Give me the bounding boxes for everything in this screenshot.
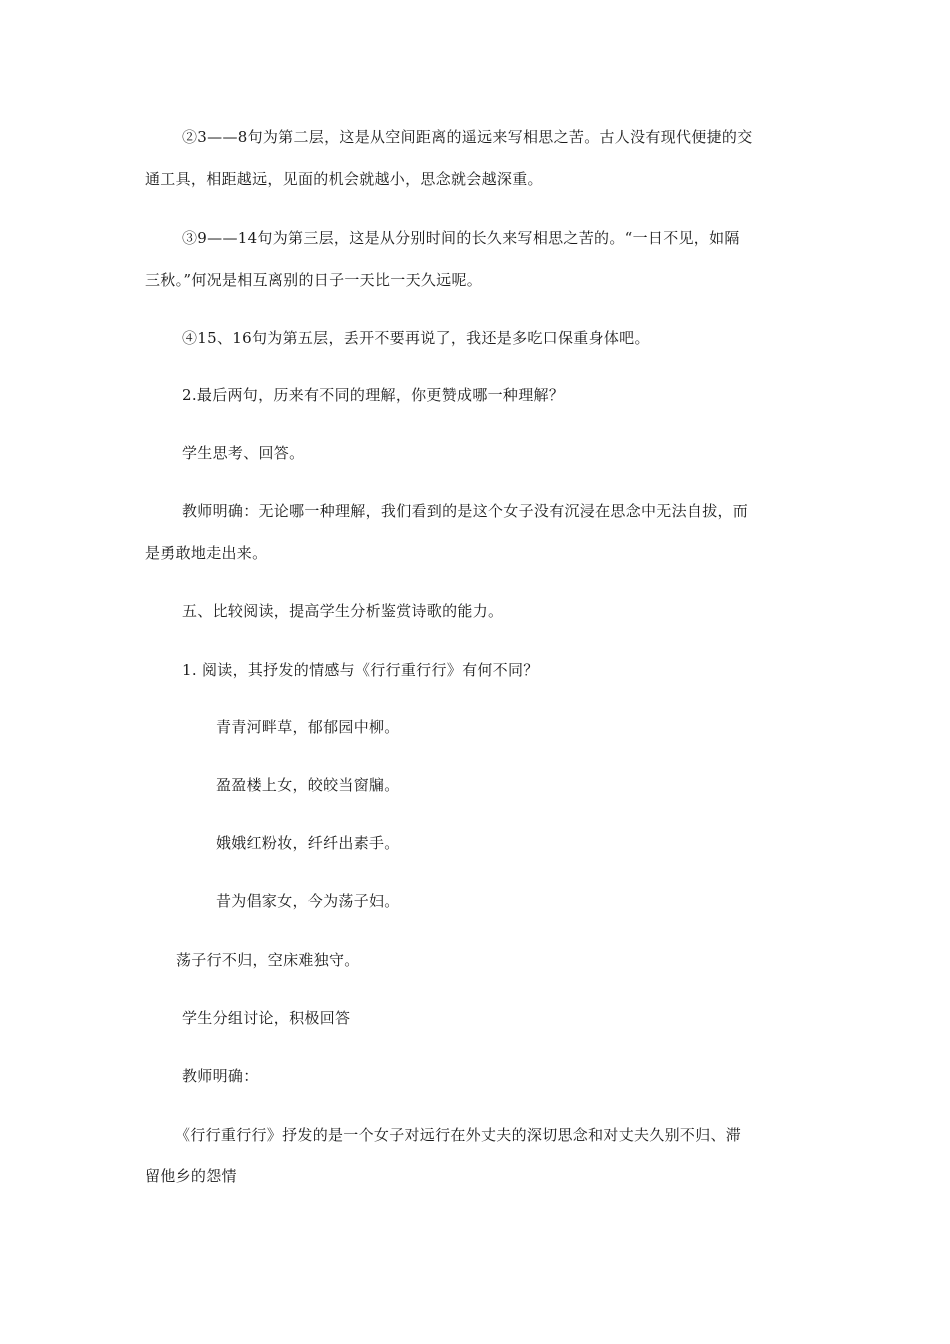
- poem-line-5: 荡子行不归，空床难独守。: [176, 951, 360, 969]
- poem-line-2: 盈盈楼上女，皎皎当窗牖。: [216, 776, 400, 794]
- question-two: 2.最后两句，历来有不同的理解，你更赞成哪一种理解？: [182, 386, 565, 404]
- comparison-line-1: 《行行重行行》抒发的是一个女子对远行在外丈夫的深切思念和对丈夫久别不归、滞: [175, 1126, 742, 1144]
- teacher-clarification-label: 教师明确：: [182, 1067, 259, 1085]
- paragraph-layer-three-line-1: ③9——14句为第三层，这是从分别时间的长久来写相思之苦的。“一日不见，如隔: [182, 229, 740, 247]
- student-group-discussion: 学生分组讨论，积极回答: [182, 1009, 351, 1027]
- teacher-clarification-line-1: 教师明确：无论哪一种理解，我们看到的是这个女子没有沉浸在思念中无法自拔，而: [182, 502, 749, 520]
- reading-question-one: 1. 阅读，其抒发的情感与《行行重行行》有何不同？: [182, 661, 539, 679]
- paragraph-layer-five: ④15、16句为第五层，丢开不要再说了，我还是多吃口保重身体吧。: [182, 329, 650, 347]
- paragraph-layer-two-line-2: 通工具，相距越远，见面的机会就越小，思念就会越深重。: [145, 170, 543, 188]
- poem-line-4: 昔为倡家女，今为荡子妇。: [216, 892, 400, 910]
- teacher-clarification-line-2: 是勇敢地走出来。: [145, 544, 268, 562]
- student-response: 学生思考、回答。: [182, 444, 305, 462]
- comparison-line-2: 留他乡的怨情: [145, 1167, 237, 1185]
- poem-line-1: 青青河畔草，郁郁园中柳。: [216, 718, 400, 736]
- paragraph-layer-two-line-1: ②3——8句为第二层，这是从空间距离的遥远来写相思之苦。古人没有现代便捷的交: [182, 128, 753, 146]
- paragraph-layer-three-line-2: 三秋。”何况是相互离别的日子一天比一天久远呢。: [145, 271, 483, 289]
- section-five-heading: 五、比较阅读，提高学生分析鉴赏诗歌的能力。: [182, 602, 504, 620]
- poem-line-3: 娥娥红粉妆，纤纤出素手。: [216, 834, 400, 852]
